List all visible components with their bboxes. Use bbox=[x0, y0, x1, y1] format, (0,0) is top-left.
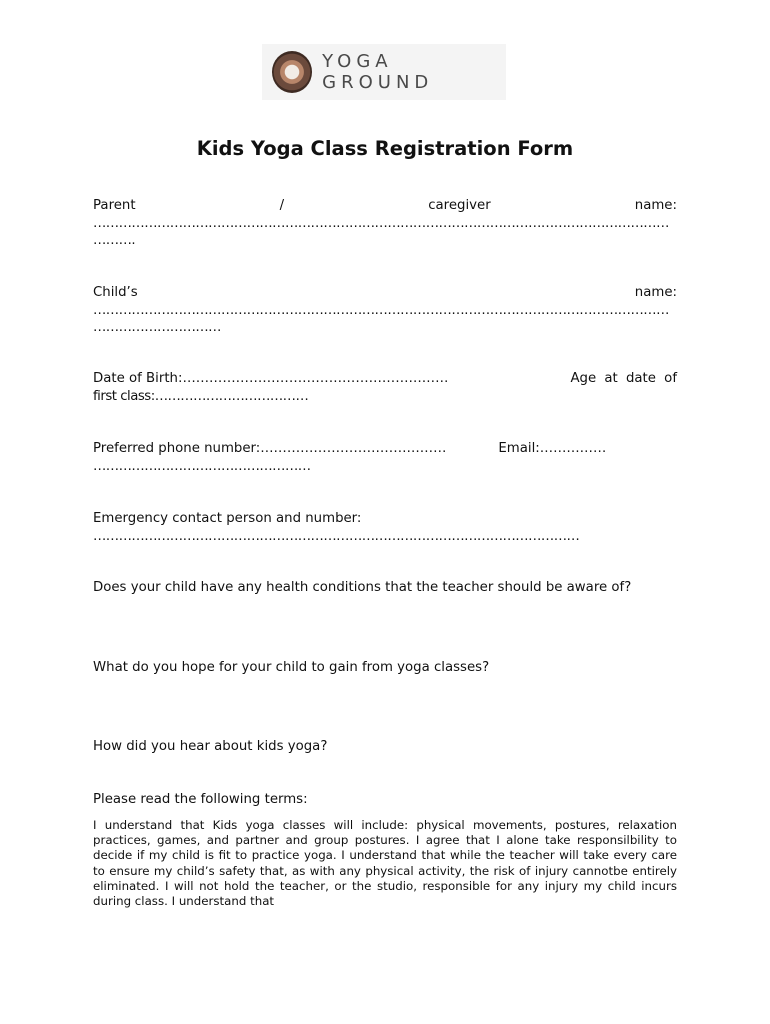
emergency-dots: …………………………………………………………………………………………………… bbox=[93, 528, 580, 544]
hope-question: What do you hope for your child to gain from yoga classes? bbox=[93, 660, 490, 675]
parent-label-word: Parent bbox=[93, 198, 136, 213]
parent-name-dots-continued: ………. bbox=[93, 233, 136, 248]
parent-label-caregiver: caregiver bbox=[428, 198, 491, 213]
emergency-field[interactable] bbox=[93, 510, 677, 545]
dob-field[interactable] bbox=[93, 370, 677, 405]
email-label: Email:…………… bbox=[498, 441, 607, 456]
contact-dots: …………………………………………… bbox=[93, 458, 311, 474]
terms-text: I understand that Kids yoga classes will include: physical movements, postures, relaxation practices, games, and partner and group postures. I agree that I alone take responsilbility to decide if my child is fit to practice yoga. I understand that while the teacher will take every care to ensure my child’s safety that, as with any physical activity, the risk of injury cannotbe entirely eliminated. I will not hold the teacher, or the studio, responsible for any injury my child incurs during class. I understand that bbox=[93, 818, 677, 909]
hear-question: How did you hear about kids yoga? bbox=[93, 739, 328, 754]
child-name-dots-continued: ………………………… bbox=[93, 320, 221, 335]
child-label-word: Child’s bbox=[93, 285, 138, 300]
child-name-field[interactable] bbox=[93, 284, 677, 337]
child-label-name: name: bbox=[634, 285, 677, 300]
first-class-label: first class:……………………………… bbox=[93, 388, 309, 404]
child-name-dots: ……………………………………………………………………………………………………………………… bbox=[93, 302, 669, 318]
contact-field[interactable] bbox=[93, 440, 677, 475]
parent-name-dots: ……………………………………………………………………………………………………………………… bbox=[93, 215, 669, 231]
emergency-label: Emergency contact person and number: bbox=[93, 511, 362, 526]
logo-icon bbox=[272, 51, 312, 93]
parent-label-slash: / bbox=[279, 198, 285, 213]
parent-label-name: name: bbox=[634, 198, 677, 213]
dob-label: Date of Birth:…………………………………………………… bbox=[93, 371, 449, 386]
page-title: Kids Yoga Class Registration Form bbox=[196, 137, 574, 160]
logo bbox=[262, 44, 506, 100]
logo-text: YOGA GROUND bbox=[322, 51, 434, 93]
phone-label: Preferred phone number:…………………………………… bbox=[93, 441, 447, 456]
health-question: Does your child have any health conditions that the teacher should be aware of? bbox=[93, 580, 632, 595]
age-label: Age at date of bbox=[570, 371, 677, 386]
parent-name-field[interactable] bbox=[93, 197, 677, 250]
terms-heading: Please read the following terms: bbox=[93, 792, 308, 807]
